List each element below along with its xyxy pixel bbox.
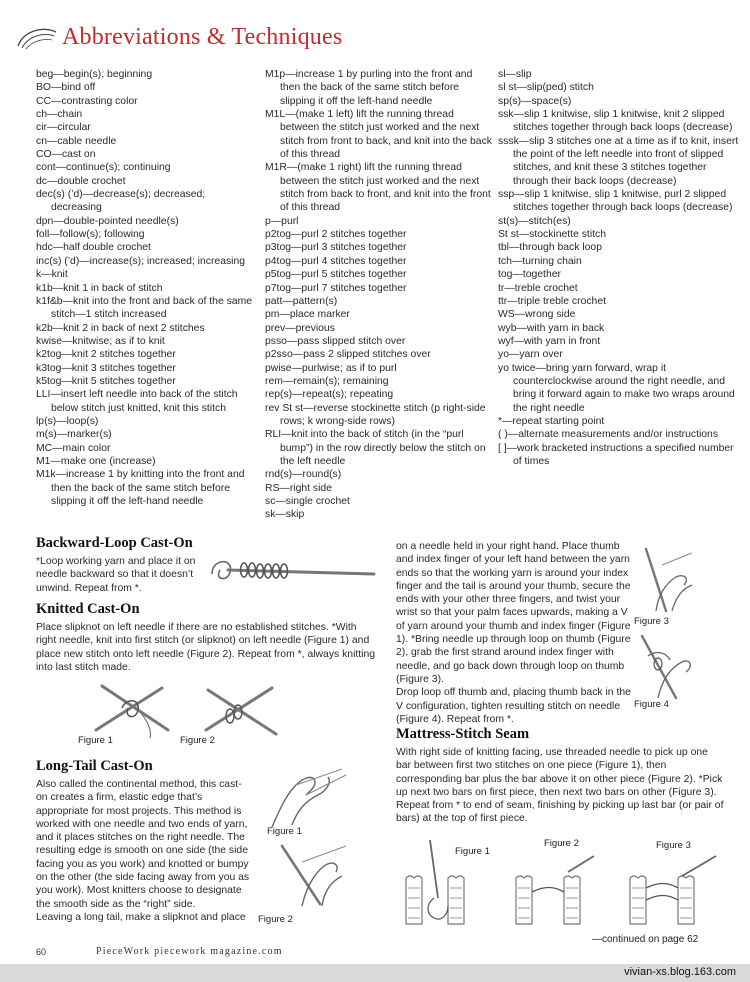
long-tail-heading: Long-Tail Cast-On	[36, 758, 153, 774]
page-number: 60	[36, 947, 47, 957]
abbreviation-entry: ssp—slip 1 knitwise, slip 1 knitwise, purl 2 slipped stitches together through back loops (decrease)	[498, 189, 733, 214]
abbreviation-entry: p5tog—purl 5 stitches together	[265, 269, 407, 281]
abbreviation-entry: p2sso—pass 2 slipped stitches over	[265, 349, 431, 361]
publication-name: PieceWork piecework magazine.com	[96, 946, 283, 957]
mattress-figure-3-illustration	[622, 852, 722, 928]
abbreviation-entry: p7tog—purl 7 stitches together	[265, 282, 407, 294]
mattress-stitch-section	[396, 726, 724, 826]
abbreviation-entry: M1p—increase 1 by purling into the front and then the back of the same stitch before slipping it off the left-hand needle	[265, 69, 473, 107]
abbreviation-entry: p2tog—purl 2 stitches together	[265, 229, 407, 241]
abbreviation-entry: wyb—with yarn in back	[498, 322, 605, 334]
long-tail-figure-4-label: Figure 4	[634, 699, 669, 710]
abbrev-column-1	[36, 68, 258, 508]
abbreviation-entry: cir—circular	[36, 122, 91, 134]
abbreviation-entry: beg—begin(s); beginning	[36, 69, 153, 80]
abbreviation-entry: m(s)—marker(s)	[36, 429, 112, 441]
backward-loop-illustration	[208, 552, 378, 588]
abbreviation-entry: yo twice—bring yarn forward, wrap it counterclockwise around the right needle, and bring it forward again to make two wraps around the right needle	[498, 362, 735, 414]
abbreviation-entry: yo—yarn over	[498, 349, 563, 361]
abbreviation-entry: k1b—knit 1 in back of stitch	[36, 282, 163, 294]
abbreviation-entry: St st—stockinette stitch	[498, 229, 606, 241]
backward-loop-body: *Loop working yarn and place it on needle backward so that it doesn’t unwind. Repeat from *.	[36, 556, 196, 594]
abbreviation-entry: M1L—(make 1 left) lift the running thread between the stitch just worked and the next stitch from front to back, and knit into the back of this thread	[265, 109, 492, 161]
long-tail-figure-3-label: Figure 3	[634, 616, 669, 627]
abbreviation-entry: tbl—through back loop	[498, 242, 602, 254]
abbreviation-entry: psso—pass slipped stitch over	[265, 335, 406, 347]
abbreviation-entry: wyf—with yarn in front	[498, 335, 601, 347]
long-tail-figure-2-label: Figure 2	[258, 914, 293, 925]
abbreviation-entry: k—knit	[36, 269, 68, 281]
abbreviation-entry: CC—contrasting color	[36, 95, 138, 107]
abbreviation-entry: rem—remain(s); remaining	[265, 375, 389, 387]
mattress-figure-3-label: Figure 3	[656, 840, 691, 851]
abbreviation-entry: sp(s)—space(s)	[498, 95, 572, 107]
abbreviation-entry: k2b—knit 2 in back of next 2 stitches	[36, 322, 205, 334]
long-tail-continued-section	[396, 540, 634, 726]
abbreviation-entry: tr—treble crochet	[498, 282, 578, 294]
abbreviation-entry: LLI—insert left needle into back of the stitch below stitch just knitted, knit this stitch	[36, 389, 238, 414]
abbreviation-entry: WS—wrong side	[498, 309, 576, 321]
swirl-ornament-icon	[14, 22, 58, 52]
abbreviation-entry: ch—chain	[36, 109, 83, 121]
abbrev-column-2	[265, 68, 495, 522]
abbreviation-entry: sl—slip	[498, 69, 532, 80]
knitted-cast-on-body: Place slipknot on left needle if there are no established stitches. *With right needle, knit into first stitch (or slipknot) on left needle (Figure 1) and place new stitch onto left needle (Figure 2). Repeat from *, always knitting into last stitch made.	[36, 622, 376, 673]
abbreviation-entry: sk—skip	[265, 509, 305, 521]
knitted-cast-on-section	[36, 601, 376, 674]
long-tail-figure-2-illustration	[262, 840, 352, 910]
long-tail-body: Also called the continental method, this cast-on creates a firm, elastic edge that’s appropriate for most projects. This method is worked with one needle and two ends of yarn, and it places stitches on the right needle. The resulting edge is smooth on one side (the side facing you as you work) and knotted or bumpy on the other (the side facing away from you as you work). Most knitters choose to designate the smooth side as the “right” side.	[36, 779, 250, 910]
knitted-cast-on-heading: Knitted Cast-On	[36, 601, 140, 617]
abbreviation-entry: pm—place marker	[265, 309, 350, 321]
abbreviation-entry: k5tog—knit 5 stitches together	[36, 375, 176, 387]
continued-note: —continued on page 62	[592, 934, 699, 945]
abbreviation-entry: st(s)—stitch(es)	[498, 215, 571, 227]
abbreviation-entry: tch—turning chain	[498, 255, 582, 267]
abbreviation-entry: tog—together	[498, 269, 561, 281]
abbreviation-entry: RS—right side	[265, 482, 332, 494]
abbreviation-entry: k3tog—knit 3 stitches together	[36, 362, 176, 374]
mattress-stitch-heading: Mattress-Stitch Seam	[396, 726, 530, 742]
abbreviation-entry: cont—continue(s); continuing	[36, 162, 171, 174]
knitted-figure-2-illustration	[200, 682, 280, 742]
abbreviation-entry: prev—previous	[265, 322, 335, 334]
abbreviation-entry: k1f&b—knit into the front and back of the same stitch—1 stitch increased	[36, 295, 253, 321]
abbreviation-entry: rep(s)—repeat(s); repeating	[265, 389, 394, 401]
abbreviation-entry: k2tog—knit 2 stitches together	[36, 349, 176, 361]
abbreviation-entry: M1k—increase 1 by knitting into the front and then the back of the same stitch before slipping it off the left-hand needle	[36, 469, 245, 507]
abbreviation-entry: ( )—alternate measurements and/or instructions	[498, 429, 719, 441]
backward-loop-section	[36, 535, 216, 595]
backward-loop-heading: Backward-Loop Cast-On	[36, 535, 193, 551]
abbreviation-entry: ttr—triple treble crochet	[498, 295, 606, 307]
abbreviation-entry: patt—pattern(s)	[265, 295, 338, 307]
abbreviation-entry: sc—single crochet	[265, 496, 350, 507]
abbreviation-entry: foll—follow(s); following	[36, 229, 145, 241]
abbrev-column-3	[498, 68, 742, 468]
abbreviation-entry: cn—cable needle	[36, 135, 117, 147]
abbreviation-entry: sssk—slip 3 stitches one at a time as if to knit, insert the point of the left needle into front of slipped stitches, and knit these 3 stitches together through their back loops (decrease)	[498, 135, 739, 187]
abbreviation-entry: kwise—knitwise; as if to knit	[36, 335, 165, 347]
long-tail-figure-1-label: Figure 1	[267, 826, 302, 837]
abbreviation-entry: p—purl	[265, 215, 299, 227]
watermark-text: vivian-xs.blog.163.com	[624, 966, 736, 978]
long-tail-body-2: Leaving a long tail, make a slipknot and place	[36, 911, 246, 923]
mattress-stitch-body: With right side of knitting facing, use threaded needle to pick up one bar between first two stitches on one piece (Figure 1), then corresponding bar plus the bar above it on other piece (Figure 2). *Pick up next two bars on first piece, then next two bars on other (Figure 3). Repeat from * to end of seam, finishing by picking up last bar (or pair of bars) at the top of first piece.	[396, 747, 724, 825]
abbreviation-entry: dc—double crochet	[36, 175, 126, 187]
long-tail-figure-4-illustration	[636, 628, 696, 700]
abbreviation-entry: [ ]—work bracketed instructions a specified number of times	[498, 442, 734, 467]
long-tail-continued-body-2: Drop loop off thumb and, placing thumb back in the V configuration, tighten resulting stitch on needle (Figure 4). Repeat from *.	[396, 687, 631, 725]
mattress-figure-2-label: Figure 2	[544, 838, 579, 849]
long-tail-section	[36, 758, 251, 924]
knitted-figure-2-label: Figure 2	[180, 735, 215, 746]
abbreviation-entry: CO—cast on	[36, 149, 96, 161]
knitted-figure-1-illustration	[92, 680, 172, 740]
knitted-figure-1-label: Figure 1	[78, 735, 113, 746]
abbreviation-entry: MC—main color	[36, 442, 111, 454]
abbreviation-entry: lp(s)—loop(s)	[36, 415, 99, 427]
page-title: Abbreviations & Techniques	[62, 24, 343, 50]
mattress-figure-2-illustration	[508, 852, 598, 928]
abbreviation-entry: ssk—slip 1 knitwise, slip 1 knitwise, knit 2 slipped stitches together through back loops (decrease)	[498, 109, 733, 134]
abbreviation-entry: pwise—purlwise; as if to purl	[265, 362, 397, 374]
abbreviation-entry: M1—make one (increase)	[36, 455, 156, 467]
mattress-figure-1-label: Figure 1	[455, 846, 490, 857]
abbreviation-entry: *—repeat starting point	[498, 415, 605, 427]
abbreviation-entry: dpn—double-pointed needle(s)	[36, 215, 179, 227]
long-tail-continued-body: on a needle held in your right hand. Place thumb and index finger of your left hand between the yarn ends so that the working yarn is around your index finger and the tail is around your thumb, secure the ends with your other three fingers, and twist your wrist so that your palm faces upwards, making a V of yarn around your thumb and index finger (Figure 1). *Bring needle up through loop on thumb (Figure 2), grab the first strand around index finger with needle, and go back down through loop on thumb (Figure 3).	[396, 541, 631, 685]
abbreviation-entry: M1R—(make 1 right) lift the running thread between the stitch just worked and the next stitch from back to front, and knit into the front of this thread	[265, 162, 491, 214]
abbreviation-entry: p3tog—purl 3 stitches together	[265, 242, 407, 254]
abbreviation-entry: inc(s) (’d)—increase(s); increased; increasing	[36, 255, 246, 267]
abbreviation-entry: rev St st—reverse stockinette stitch (p right-side rows; k wrong-side rows)	[265, 402, 486, 427]
abbreviation-entry: hdc—half double crochet	[36, 242, 151, 254]
long-tail-figure-1-illustration	[262, 765, 352, 833]
abbreviation-entry: dec(s) (’d)—decrease(s); decreased; decreasing	[36, 189, 206, 214]
long-tail-figure-3-illustration	[636, 545, 696, 615]
abbreviation-entry: BO—bind off	[36, 82, 96, 94]
abbreviation-entry: rnd(s)—round(s)	[265, 469, 342, 481]
abbreviation-entry: sl st—slip(ped) stitch	[498, 82, 594, 94]
abbreviation-entry: RLI—knit into the back of stitch (in the “purl bump”) in the row directly below the stitch on the left needle	[265, 429, 486, 467]
abbreviation-entry: p4tog—purl 4 stitches together	[265, 255, 407, 267]
